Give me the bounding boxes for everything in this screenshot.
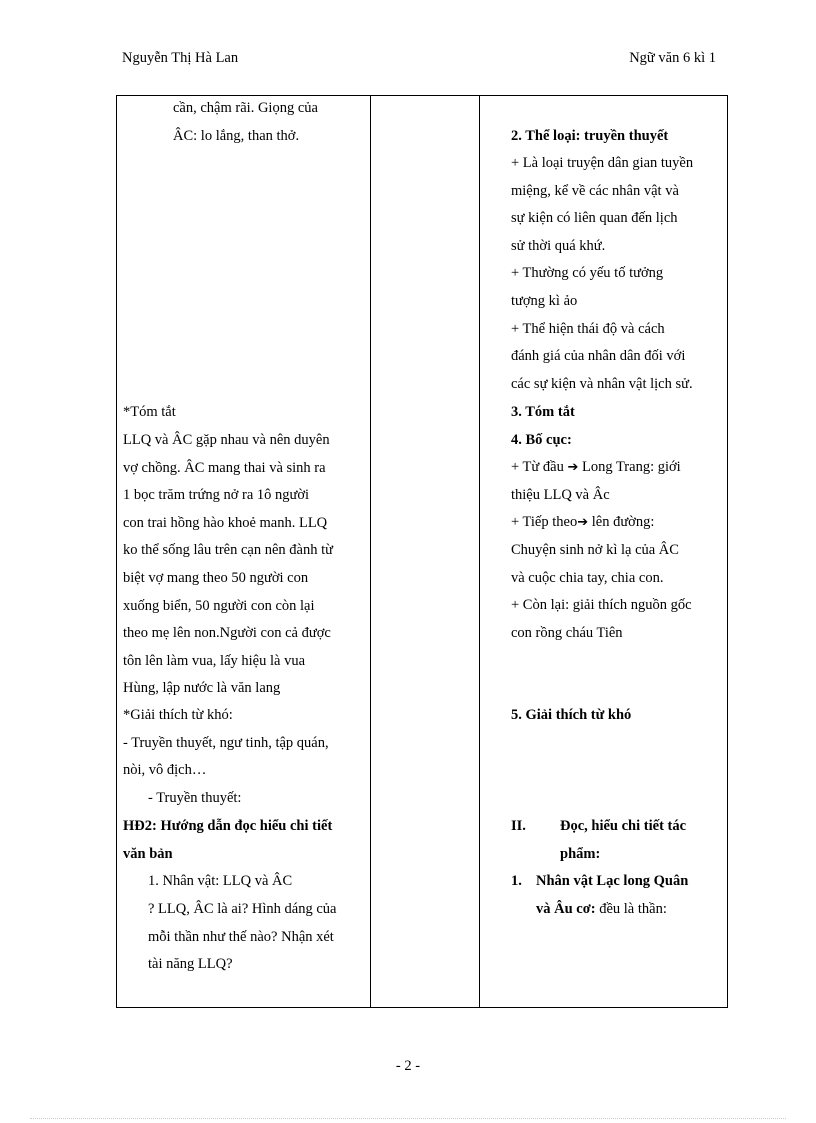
genre-line: + Thể hiện thái độ và cách	[511, 320, 665, 337]
col1-line-2: ÂC: lo lắng, than thở.	[173, 128, 300, 144]
structure-line-3: + Tiếp theo➔ lên đường:	[511, 514, 655, 530]
summary-line: tôn lên làm vua, lấy hiệu là vua	[123, 652, 306, 669]
structure-line-1: + Từ đầu ➔ Long Trang: giới	[511, 459, 681, 475]
genre-line: đánh giá của nhân dân đối với	[511, 348, 686, 365]
footer-divider	[30, 1118, 786, 1119]
table-divider-2	[479, 96, 480, 1007]
structure-heading: 4. Bố cục:	[511, 432, 572, 448]
genre-line: tượng kì ảo	[511, 293, 578, 309]
header-author: Nguyễn Thị Hà Lan	[122, 50, 239, 66]
summary-line: Hùng, lập nước là văn lang	[123, 680, 281, 697]
genre-heading: 2. Thể loại: truyền thuyết	[511, 128, 669, 144]
summary-line: 1 bọc trăm trứng nở ra 1ô người	[123, 487, 310, 504]
structure-line-6: + Còn lại: giải thích nguồn gốc	[511, 597, 692, 613]
structure-line-7: con rồng cháu Tiên	[511, 625, 623, 641]
genre-line: sự kiện có liên quan đến lịch	[511, 210, 678, 227]
col1-line-1: cần, chậm rãi. Giọng của	[173, 100, 318, 116]
activity-2-heading-cont: văn bản	[123, 846, 173, 862]
character-section-line-1: Nhân vật Lạc long Quân	[536, 873, 689, 889]
genre-line: các sự kiện và nhân vật lịch sử.	[511, 375, 693, 392]
structure-line-5: và cuộc chia tay, chia con.	[511, 570, 664, 586]
page-number: - 2 -	[395, 1058, 421, 1074]
character-item: 1. Nhân vật: LLQ và ÂC	[148, 873, 293, 889]
structure-line-2: thiệu LLQ và Âc	[511, 487, 610, 503]
structure-line-4: Chuyện sinh nở kì lạ của ÂC	[511, 542, 679, 558]
character-section-number: 1.	[511, 873, 522, 889]
glossary-line-1: - Truyền thuyết, ngư tinh, tập quán,	[123, 735, 329, 751]
glossary-item: - Truyền thuyết:	[148, 790, 242, 806]
table-divider-1	[370, 96, 371, 1007]
section-ii-line-1: Đọc, hiểu chi tiết tác	[560, 818, 687, 834]
section-ii-number: II.	[511, 818, 526, 834]
question-line-1: ? LLQ, ÂC là ai? Hình dáng của	[148, 901, 337, 917]
summary-section-heading: 3. Tóm tắt	[511, 404, 575, 420]
lesson-table	[116, 95, 728, 1008]
genre-line: + Là loại truyện dân gian tuyền	[511, 155, 694, 171]
question-line-2: mỗi thần như thế nào? Nhận xét	[148, 929, 334, 945]
genre-line: miệng, kể về các nhân vật và	[511, 182, 679, 199]
summary-heading: *Tóm tắt	[123, 404, 176, 420]
header-subject: Ngữ văn 6 kì 1	[629, 50, 716, 66]
genre-line: + Thường có yếu tố tưởng	[511, 265, 664, 282]
summary-line: vợ chồng. ÂC mang thai và sinh ra	[123, 459, 326, 476]
summary-line: LLQ và ÂC gặp nhau và nên duyên	[123, 432, 330, 448]
glossary-section-heading: 5. Giải thích từ khó	[511, 707, 632, 723]
activity-2-heading: HĐ2: Hướng dẫn đọc hiểu chi tiết	[123, 818, 333, 834]
summary-line: biệt vợ mang theo 50 người con	[123, 570, 309, 586]
character-section-line-2: và Âu cơ: đều là thần:	[536, 901, 667, 917]
summary-line: xuống biển, 50 người con còn lại	[123, 597, 315, 614]
summary-line: theo mẹ lên non.Người con cả được	[123, 625, 331, 642]
section-ii-line-2: phẩm:	[560, 846, 601, 862]
glossary-heading: *Giải thích từ khó:	[123, 707, 233, 723]
glossary-line-2: nòi, vô địch…	[123, 762, 207, 778]
genre-line: sử thời quá khứ.	[511, 237, 606, 254]
arrow-right-icon: ➔	[567, 460, 579, 475]
summary-line: ko thể sống lâu trên cạn nên đành từ	[123, 542, 333, 559]
question-line-3: tài năng LLQ?	[148, 956, 233, 972]
arrow-right-icon: ➔	[577, 515, 589, 530]
summary-line: con trai hồng hào khoẻ manh. LLQ	[123, 514, 328, 531]
